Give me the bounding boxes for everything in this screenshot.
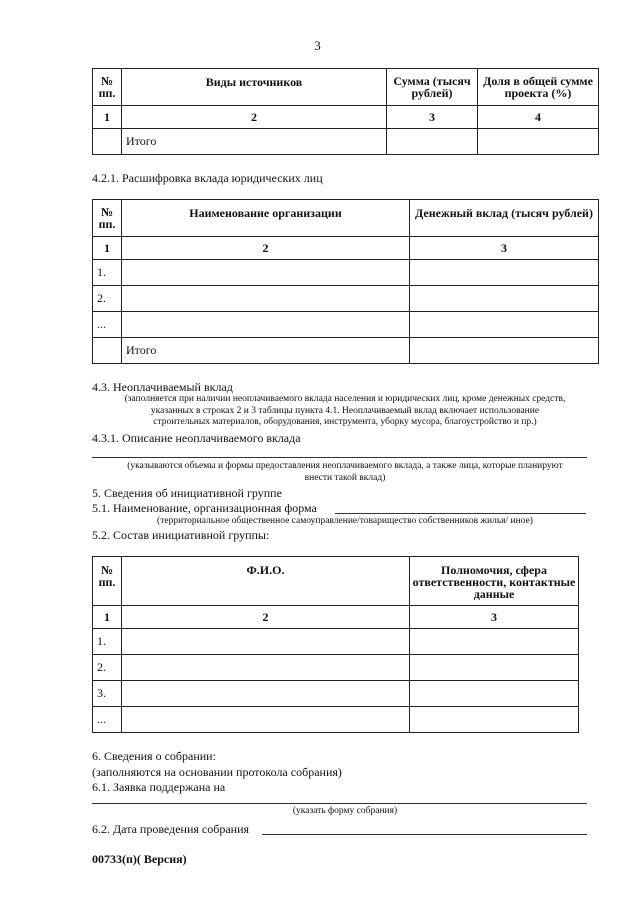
col-number: 2: [122, 106, 387, 129]
section-4-3-1-title: 4.3.1. Описание неоплачиваемого вклада: [92, 431, 301, 445]
row-number: 2.: [93, 655, 122, 681]
contribution-cell[interactable]: [410, 260, 599, 286]
row-number: ...: [93, 312, 122, 338]
section-4-3-1-note: [92, 461, 598, 484]
full-name-cell[interactable]: [122, 707, 410, 733]
note-line: (указываются объемы и формы предоставления неоплачиваемого вклада, а также лица, которые планируют: [127, 461, 563, 471]
col-header-full-name: Ф.И.О.: [122, 557, 410, 606]
responsibilities-cell[interactable]: [410, 629, 579, 655]
section-6-subtitle: (заполняются на основании протокола собрания): [92, 765, 342, 779]
organization-cell[interactable]: [122, 312, 410, 338]
col-header-organization: Наименование организации: [122, 200, 410, 237]
section-5-2-title: 5.2. Состав инициативной группы:: [92, 528, 270, 542]
responsibilities-cell[interactable]: [410, 655, 579, 681]
col-number: 1: [93, 237, 122, 260]
table-row: [93, 681, 579, 707]
section-5-1-note: (территориальное общественное самоуправление/товарищество собственников жилья/ иное): [157, 516, 533, 526]
note-line: (заполняется при наличии неоплачиваемого вклада населения и юридических лиц, кроме денежных средств,: [124, 394, 566, 404]
total-contribution-cell[interactable]: [410, 338, 599, 364]
col-header-number: № пп.: [93, 200, 122, 237]
column-number-row: [93, 606, 579, 629]
empty-cell: [93, 129, 122, 155]
description-input-line[interactable]: [92, 457, 587, 458]
organization-cell[interactable]: [122, 286, 410, 312]
row-number: 1.: [93, 260, 122, 286]
table-header-row: [93, 557, 579, 606]
section-6-title: 6. Сведения о собрании:: [92, 749, 216, 763]
table-row: [93, 312, 599, 338]
full-name-cell[interactable]: [122, 655, 410, 681]
organization-cell[interactable]: [122, 260, 410, 286]
responsibilities-cell[interactable]: [410, 681, 579, 707]
table-row: [93, 260, 599, 286]
sources-table: [92, 68, 599, 155]
note-line: строительных материалов, оборудования, инструмента, уборку мусора, благоустройство и пр.): [153, 417, 537, 427]
total-row: [93, 338, 599, 364]
col-header-responsibilities: Полномочия, сфера ответственности, контактные данные: [410, 557, 579, 606]
col-header-number: № пп.: [93, 69, 122, 106]
note-line: указанных в строках 2 и 3 таблицы пункта 4.1. Неоплачиваемый вклад включает использование: [150, 405, 540, 416]
section-5-title: 5. Сведения об инициативной группе: [92, 486, 282, 500]
legal-entities-table: [92, 199, 599, 364]
col-number: 3: [410, 606, 579, 629]
total-share-cell[interactable]: [478, 129, 599, 155]
section-4-3-title: 4.3. Неоплачиваемый вклад: [92, 380, 233, 394]
section-6-2-title: 6.2. Дата проведения собрания: [92, 822, 250, 836]
total-label: Итого: [122, 338, 410, 364]
section-4-2-1-title: 4.2.1. Расшифровка вклада юридических лиц: [92, 171, 323, 185]
note-line: внести такой вклад): [304, 472, 386, 483]
total-row: [93, 129, 599, 155]
col-header-number: № пп.: [93, 557, 122, 606]
col-number: 4: [478, 106, 599, 129]
col-number: 3: [387, 106, 478, 129]
total-label: Итого: [122, 129, 387, 155]
col-number: 2: [122, 606, 410, 629]
col-number: 1: [93, 106, 122, 129]
col-header-sum: Сумма (тысяч рублей): [387, 69, 478, 106]
section-5-1-title: 5.1. Наименование, организационная форма: [92, 501, 317, 515]
empty-cell: [93, 338, 122, 364]
document-code: 00733(п)( Версия): [92, 852, 187, 866]
row-number: 1.: [93, 629, 122, 655]
initiative-group-table: [92, 556, 579, 733]
section-6-1-note: (указать форму собрания): [292, 806, 398, 816]
table-row: [93, 655, 579, 681]
responsibilities-cell[interactable]: [410, 707, 579, 733]
column-number-row: [93, 106, 599, 129]
table-row: [93, 629, 579, 655]
col-number: 2: [122, 237, 410, 260]
contribution-cell[interactable]: [410, 286, 599, 312]
col-number: 1: [93, 606, 122, 629]
org-form-input-line[interactable]: [335, 513, 586, 514]
table-row: [93, 286, 599, 312]
col-number: 3: [410, 237, 599, 260]
col-header-source-types: Виды источников: [122, 69, 387, 106]
section-6-1-title: 6.1. Заявка поддержана на: [92, 780, 226, 794]
full-name-cell[interactable]: [122, 629, 410, 655]
table-header-row: [93, 200, 599, 237]
page-number: 3: [314, 38, 321, 53]
row-number: 2.: [93, 286, 122, 312]
row-number: ...: [93, 707, 122, 733]
table-row: [93, 707, 579, 733]
table-header-row: [93, 69, 599, 106]
total-sum-cell[interactable]: [387, 129, 478, 155]
contribution-cell[interactable]: [410, 312, 599, 338]
meeting-form-input-line[interactable]: [92, 803, 587, 804]
section-4-3-note: [92, 394, 598, 429]
column-number-row: [93, 237, 599, 260]
full-name-cell[interactable]: [122, 681, 410, 707]
row-number: 3.: [93, 681, 122, 707]
col-header-share: Доля в общей сумме проекта (%): [478, 69, 599, 106]
col-header-cash-contribution: Денежный вклад (тысяч рублей): [410, 200, 599, 237]
meeting-date-input-line[interactable]: [262, 834, 587, 835]
